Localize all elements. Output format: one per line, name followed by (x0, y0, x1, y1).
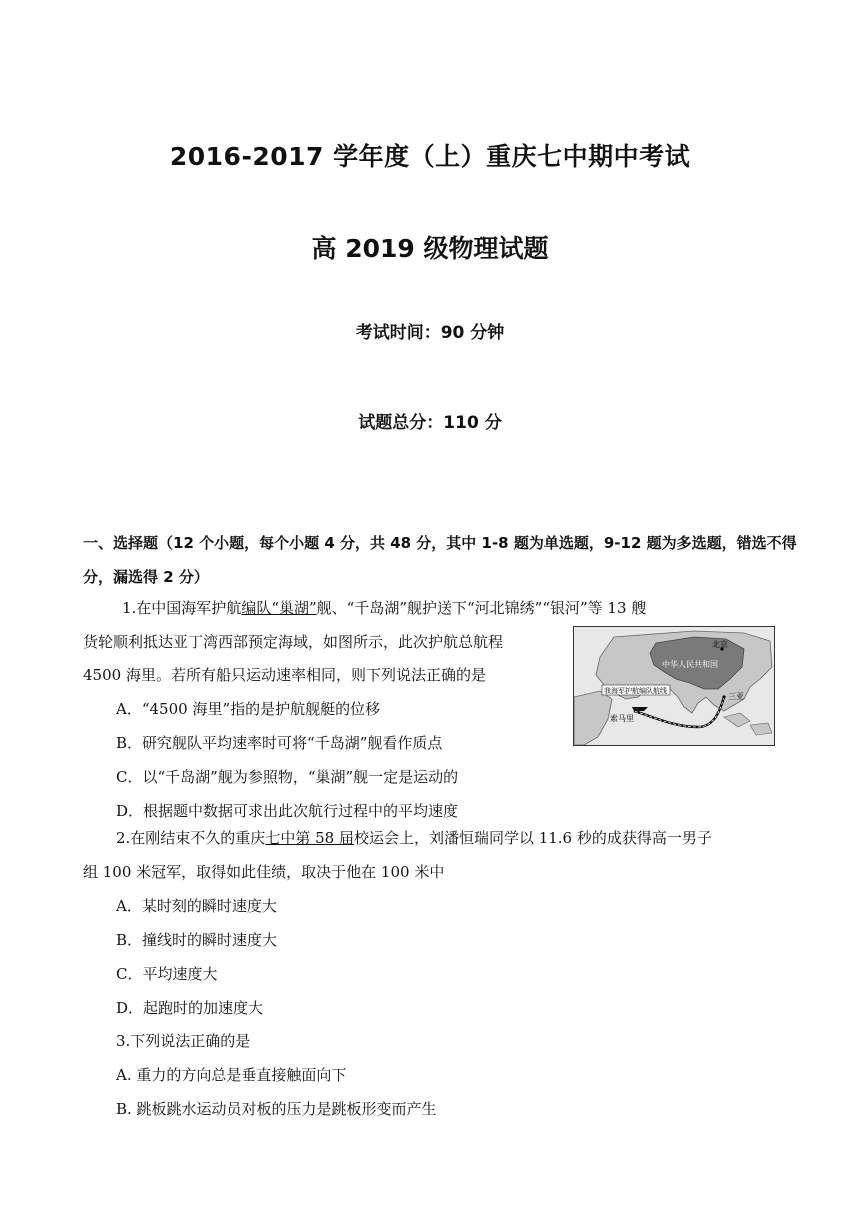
q2-option-a: A．某时刻的瞬时速度大 (116, 897, 277, 915)
map-label-route: 我海军护航编队航线 (604, 687, 667, 695)
q2-line1-a: 2.在刚结束不久的重庆 (116, 829, 266, 847)
q2-line1-underlined: 七中第 58 届 (265, 829, 354, 847)
q1-option-b: B．研究舰队平均速率时可将“千岛湖”舰看作质点 (116, 734, 443, 752)
q1-line1 (122, 598, 646, 618)
escort-route-map (573, 626, 775, 746)
exam-time: 考试时间：90 分钟 (355, 323, 505, 343)
q3-stem: 3.下列说法正确的是 (116, 1032, 251, 1050)
q1-line1-b: 舰、“千岛湖”舰护送下“河北锦绣”“银河”等 13 艘 (316, 599, 647, 617)
exam-subtitle: 高 2019 级物理试题 (311, 234, 549, 263)
total-score: 试题总分：110 分 (358, 413, 502, 433)
map-label-sanya: 三亚 (728, 692, 744, 701)
q1-line2: 货轮顺利抵达亚丁湾西部预定海域，如图所示，此次护航总航程 (83, 633, 504, 651)
q2-line1 (116, 828, 712, 848)
q3-option-a: A. 重力的方向总是垂直接触面向下 (116, 1066, 347, 1084)
section-heading: 一、选择题（12 个小题，每个小题 4 分，共 48 分，其中 1-8 题为单选题，9-12 题为多选题，错选不得分，漏选得 2 分） (83, 534, 797, 586)
q2-option-d: D．起跑时的加速度大 (116, 999, 264, 1017)
map-label-beijing: 北京 (712, 640, 728, 649)
q2-option-c: C．平均速度大 (116, 965, 218, 983)
q2-line1-b: 校运会上，刘潘恒瑞同学以 11.6 秒的成获得高一男子 (353, 829, 712, 847)
q1-line1-a: 1.在中国海军护航 (122, 599, 242, 617)
q1-option-a: A．“4500 海里”指的是护航舰艇的位移 (116, 700, 381, 718)
q3-option-b: B. 跳板跳水运动员对板的压力是跳板形变而产生 (116, 1100, 437, 1118)
q1-option-c: C．以“千岛湖”舰为参照物，“巢湖”舰一定是运动的 (116, 768, 459, 786)
map-label-country: 中华人民共和国 (662, 660, 718, 669)
q1-option-d: D．根据题中数据可求出此次航行过程中的平均速度 (116, 802, 459, 820)
q1-line3: 4500 海里。若所有船只运动速率相同，则下列说法正确的是 (83, 666, 486, 684)
q2-line2: 组 100 米冠军，取得如此佳绩，取决于他在 100 米中 (83, 863, 445, 881)
q1-line1-underlined: 编队“巢湖” (241, 599, 317, 617)
exam-title: 2016-2017 学年度（上）重庆七中期中考试 (169, 142, 691, 171)
map-label-somalia: 索马里 (610, 714, 634, 723)
q2-option-b: B．撞线时的瞬时速度大 (116, 931, 278, 949)
